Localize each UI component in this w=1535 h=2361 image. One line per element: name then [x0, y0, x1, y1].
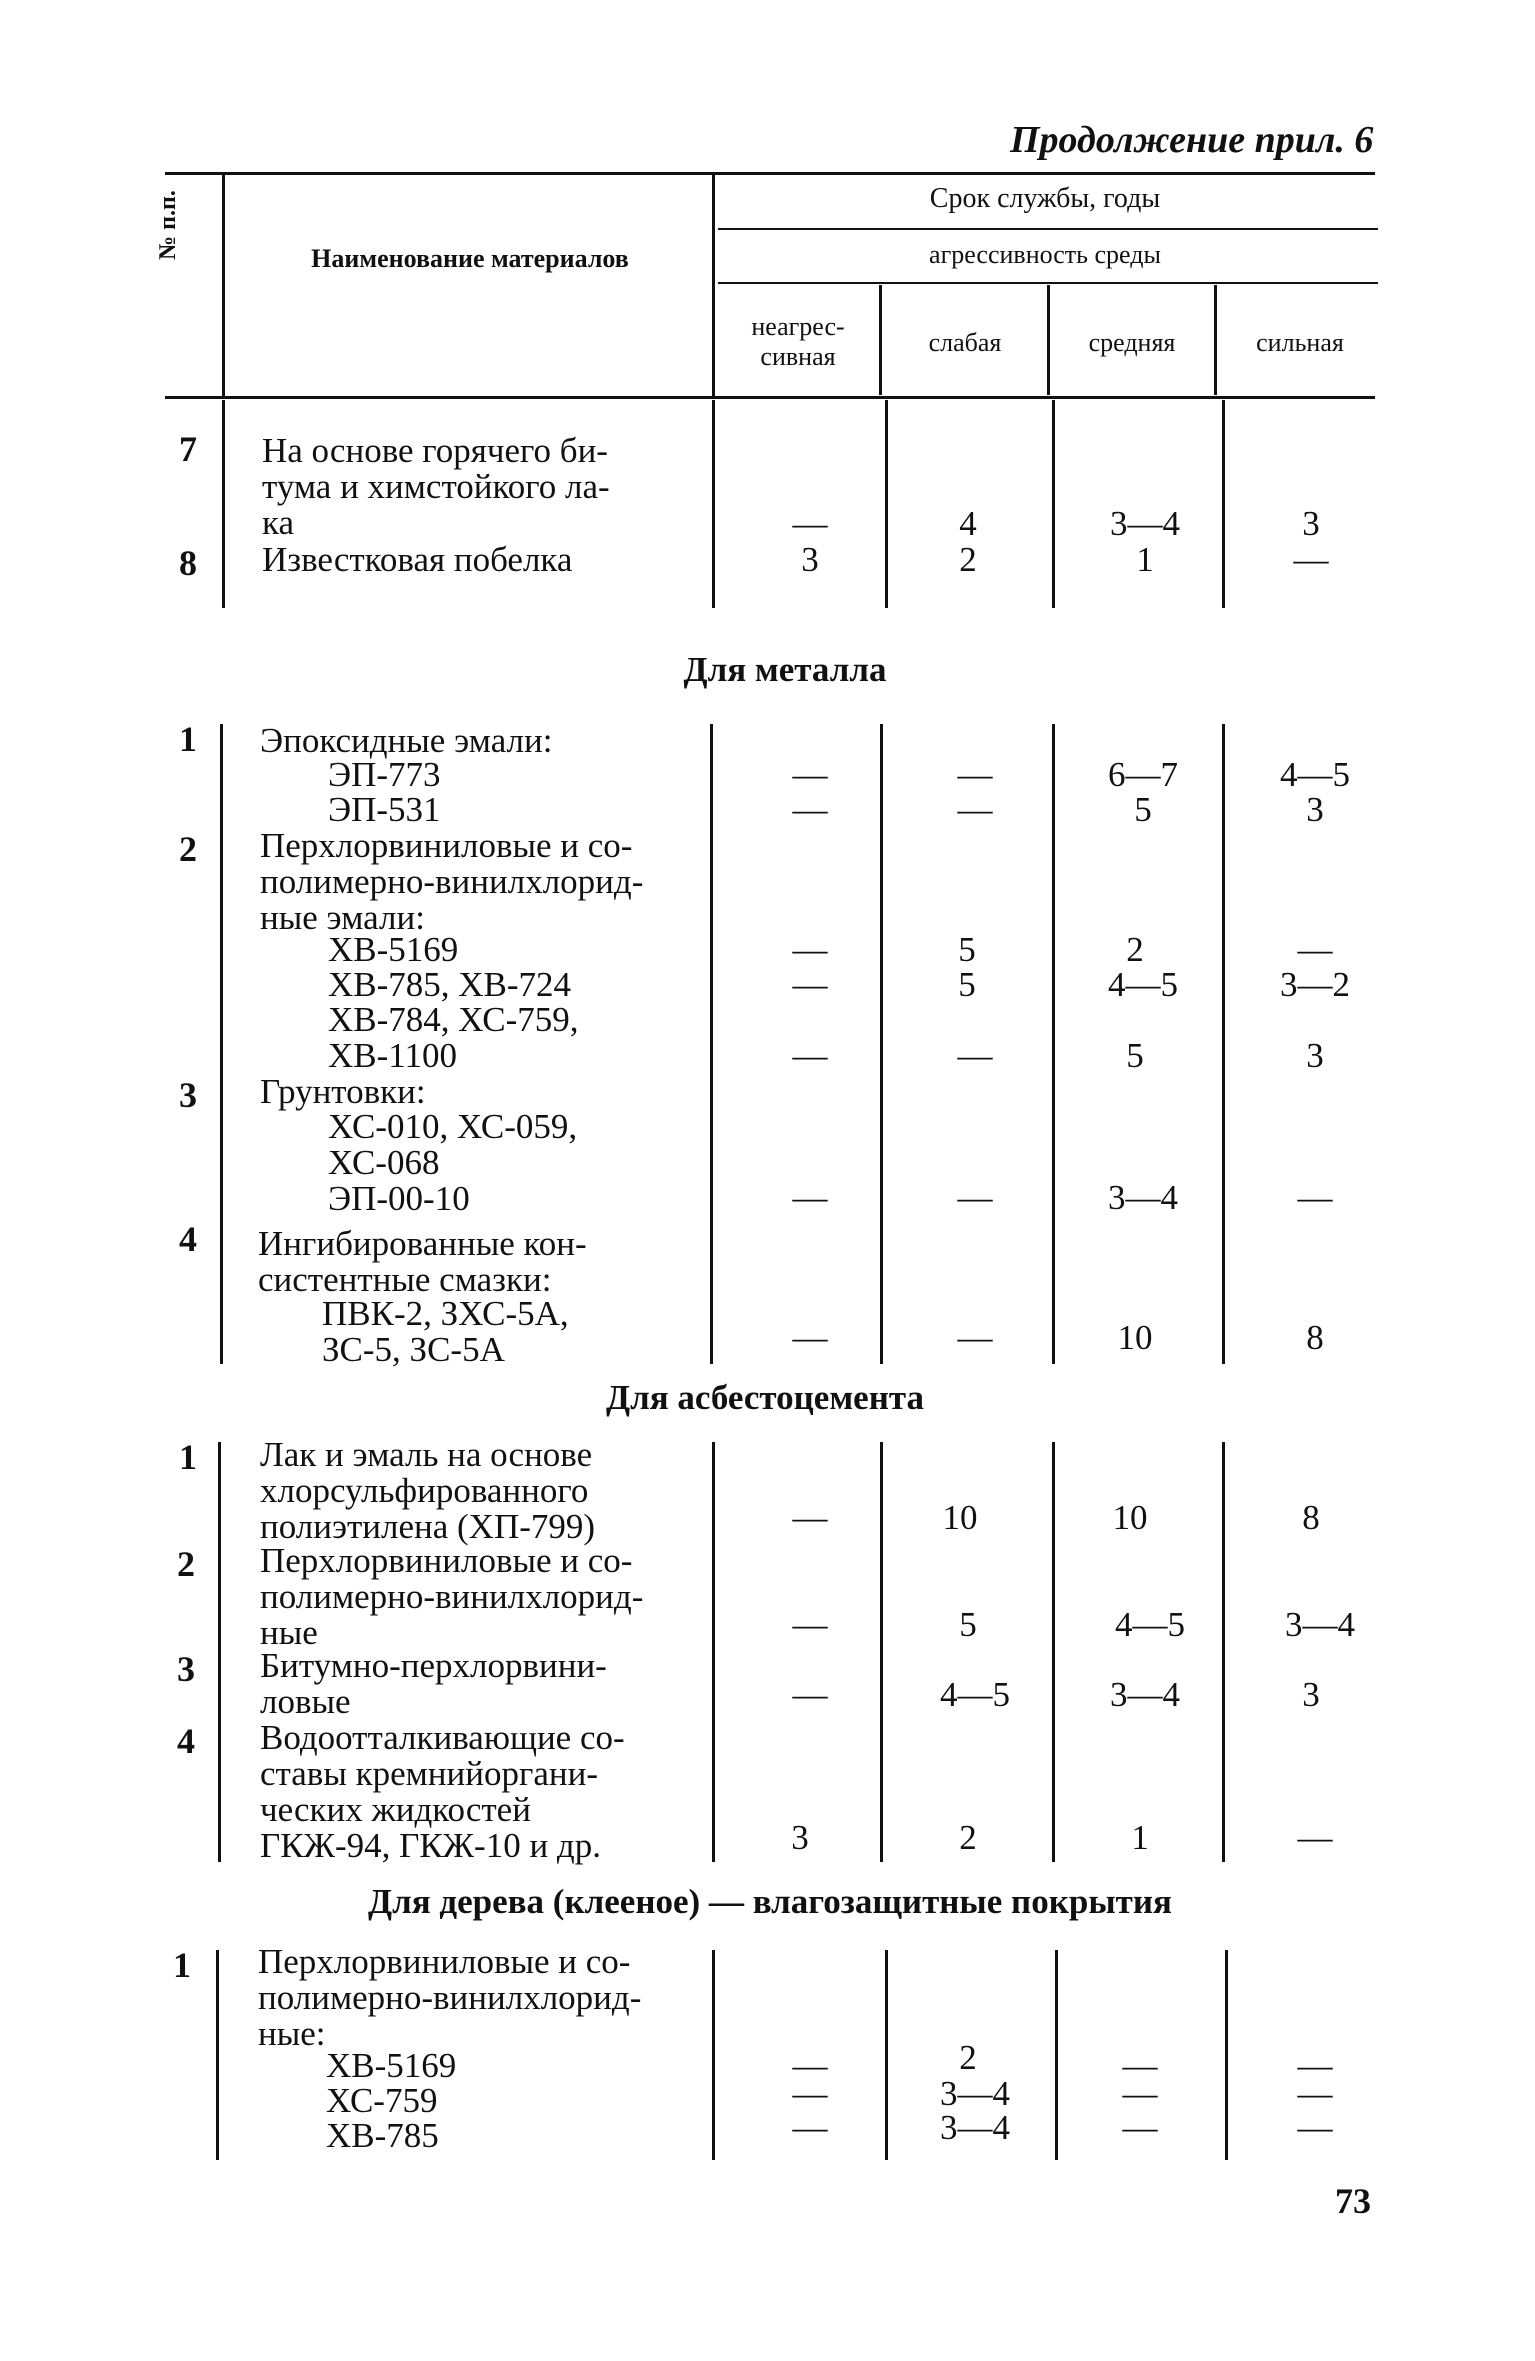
cell-value: — — [1297, 1178, 1333, 1217]
cell-value: 6—7 — [1108, 755, 1178, 794]
cell-value: 1 — [1131, 1818, 1149, 1857]
row-material-sub: ХВ-785, ХВ-724 — [328, 965, 572, 1004]
cell-value: 5 — [1134, 790, 1152, 829]
cell-value: 3 — [801, 540, 819, 579]
col-line — [1222, 724, 1225, 1364]
cell-value: 1 — [1136, 540, 1154, 579]
cell-value: 8 — [1302, 1498, 1320, 1537]
cell-value: 3 — [1302, 1675, 1320, 1714]
row-number: 3 — [177, 1649, 195, 1689]
row-material-sub: ХС-759 — [326, 2081, 438, 2120]
cell-value: — — [1122, 2074, 1158, 2113]
row-number: 8 — [179, 543, 197, 583]
header-col-divider-3 — [879, 285, 882, 395]
cell-value: 3—4 — [940, 2074, 1010, 2113]
header-bottom-rule — [165, 396, 1375, 399]
cell-value: 2 — [959, 540, 977, 579]
col-line — [712, 1950, 715, 2160]
cell-value: 3—4 — [1285, 1605, 1355, 1644]
cell-value: 5 — [959, 1605, 977, 1644]
row-material: Лак и эмаль на основе хлорсульфированного полиэтилена (ХП-799) — [260, 1435, 596, 1546]
cell-value: 10 — [1117, 1318, 1153, 1357]
row-material-sub: ХВ-785 — [326, 2116, 439, 2155]
cell-value: — — [957, 790, 993, 829]
cell-value: 3—4 — [1110, 1675, 1180, 1714]
header-col-divider-5 — [1214, 285, 1217, 395]
level-none: неагрес-сивная — [751, 312, 845, 371]
col-line — [710, 724, 713, 1364]
col-line — [1225, 1950, 1228, 2160]
cell-value: 4—5 — [1115, 1605, 1185, 1644]
cell-value: — — [1293, 540, 1329, 579]
cell-value: 3 — [1302, 504, 1320, 543]
cell-value: — — [1297, 1818, 1333, 1857]
row-material: Известковая побелка — [262, 540, 573, 579]
row-material: Эпоксидные эмали: — [260, 721, 553, 760]
cell-value: 5 — [1126, 1036, 1144, 1075]
cell-value: 2 — [1126, 930, 1144, 969]
col-line — [1052, 400, 1055, 608]
section-title-wood: Для дерева (клееное) — влагозащитные покрытия — [368, 1882, 1172, 1921]
cell-value: — — [792, 1178, 828, 1217]
cell-value: 8 — [1306, 1318, 1324, 1357]
cell-value: — — [1297, 2074, 1333, 2113]
header-rule-1 — [718, 228, 1378, 230]
table-top-rule — [165, 172, 1375, 175]
col-line — [1055, 1950, 1058, 2160]
row-material: На основе горячего би- тума и химстойкого ла- ка — [262, 431, 610, 542]
cell-value: — — [792, 1498, 828, 1537]
row-material-sub: ЭП-531 — [328, 790, 441, 829]
row-material: Битумно-перхлорвини- ловые — [260, 1646, 607, 1721]
row-material: Перхлорвиниловые и со- полимерно-винилхлорид- ные эмали: — [260, 826, 644, 937]
col-line — [220, 724, 223, 1364]
col-number-header: № п.п. — [155, 190, 181, 260]
continuation-title: Продолжение прил. 6 — [1010, 119, 1374, 161]
cell-value: 3 — [1306, 1036, 1324, 1075]
cell-value: 3 — [1306, 790, 1324, 829]
cell-value: 10 — [1112, 1498, 1148, 1537]
cell-value: 3 — [791, 1818, 809, 1857]
row-material-sub: ХВ-5169 — [328, 930, 459, 969]
cell-value: — — [792, 930, 828, 969]
cell-value: — — [792, 2046, 828, 2085]
cell-value: — — [792, 1318, 828, 1357]
row-number: 4 — [179, 1219, 197, 1259]
row-material: Перхлорвиниловые и со- полимерно-винилхлорид- ные: — [258, 1942, 642, 2053]
col-line — [1222, 1442, 1225, 1862]
col-line — [1222, 400, 1225, 608]
cell-value: — — [957, 1178, 993, 1217]
page-number: 73 — [1335, 2181, 1371, 2221]
cell-value: 5 — [958, 965, 976, 1004]
row-material: Перхлорвиниловые и со- полимерно-винилхлорид- ные — [260, 1541, 644, 1652]
cell-value: 5 — [958, 930, 976, 969]
row-number: 4 — [177, 1721, 195, 1761]
row-material-sub: ХВ-5169 — [326, 2046, 457, 2085]
cell-value: — — [1122, 2046, 1158, 2085]
cell-value: 2 — [959, 2038, 977, 2077]
section-title-asbestos: Для асбестоцемента — [606, 1378, 924, 1417]
row-material: Ингибированные кон- систентные смазки: — [258, 1224, 587, 1299]
col-line — [712, 400, 715, 608]
col-line — [1052, 724, 1055, 1364]
cell-value: — — [792, 1675, 828, 1714]
cell-value: — — [957, 1036, 993, 1075]
cell-value: — — [792, 2074, 828, 2113]
section-title-metal: Для металла — [683, 650, 887, 689]
row-number: 1 — [179, 1437, 197, 1477]
row-number: 1 — [173, 1945, 191, 1985]
col-line — [222, 400, 225, 608]
header-rule-2 — [718, 282, 1378, 284]
col-line — [712, 1442, 715, 1862]
cell-value: 3—4 — [1110, 504, 1180, 543]
cell-value: — — [1297, 930, 1333, 969]
col-line — [218, 1442, 221, 1862]
cell-value: — — [792, 1605, 828, 1644]
col-line — [885, 1950, 888, 2160]
cell-value: — — [792, 504, 828, 543]
cell-value: — — [792, 755, 828, 794]
row-material-sub: ХС-010, ХС-059, ХС-068 ЭП-00-10 — [328, 1107, 578, 1218]
row-number: 2 — [179, 829, 197, 869]
cell-value: — — [957, 755, 993, 794]
cell-value: — — [792, 790, 828, 829]
row-number: 3 — [179, 1075, 197, 1115]
row-number: 2 — [177, 1544, 195, 1584]
cell-value: — — [957, 1318, 993, 1357]
level-strong: сильная — [1256, 328, 1344, 357]
cell-value: — — [792, 2108, 828, 2147]
cell-value: — — [1297, 2108, 1333, 2147]
service-life-header: Срок службы, годы — [929, 183, 1161, 214]
header-col-divider-1 — [222, 172, 225, 396]
col-line — [216, 1950, 219, 2160]
row-material: Водоотталкивающие со- ставы кремнийоргани- ческих жидкостей ГКЖ-94, ГКЖ-10 и др. — [260, 1718, 625, 1865]
row-number: 7 — [179, 429, 197, 469]
row-material-sub: ЭП-773 — [328, 755, 441, 794]
aggressiveness-header: агрессивность среды — [929, 240, 1161, 269]
cell-value: 3—2 — [1280, 965, 1350, 1004]
cell-value: — — [1122, 2108, 1158, 2147]
cell-value: 3—4 — [1108, 1178, 1178, 1217]
col-line — [885, 400, 888, 608]
cell-value: 4 — [959, 504, 977, 543]
level-medium: средняя — [1088, 328, 1176, 357]
row-material: Грунтовки: — [260, 1072, 426, 1111]
cell-value: 4—5 — [1108, 965, 1178, 1004]
row-material-sub: ПВК-2, ЗХС-5А, ЗС-5, ЗС-5А — [322, 1294, 569, 1369]
cell-value: — — [1297, 2046, 1333, 2085]
cell-value: 4—5 — [1280, 755, 1350, 794]
cell-value: 4—5 — [940, 1675, 1010, 1714]
level-weak: слабая — [928, 328, 1002, 357]
header-col-divider-4 — [1047, 285, 1050, 395]
cell-value: 3—4 — [940, 2108, 1010, 2147]
cell-value: — — [792, 1036, 828, 1075]
row-material-sub: ХВ-784, ХС-759, ХВ-1100 — [328, 1000, 579, 1075]
cell-value: 10 — [942, 1498, 978, 1537]
row-number: 1 — [179, 719, 197, 759]
header-col-divider-2 — [712, 172, 715, 396]
cell-value: — — [792, 965, 828, 1004]
col-name-header: Наименование материалов — [311, 244, 629, 273]
cell-value: 2 — [959, 1818, 977, 1857]
